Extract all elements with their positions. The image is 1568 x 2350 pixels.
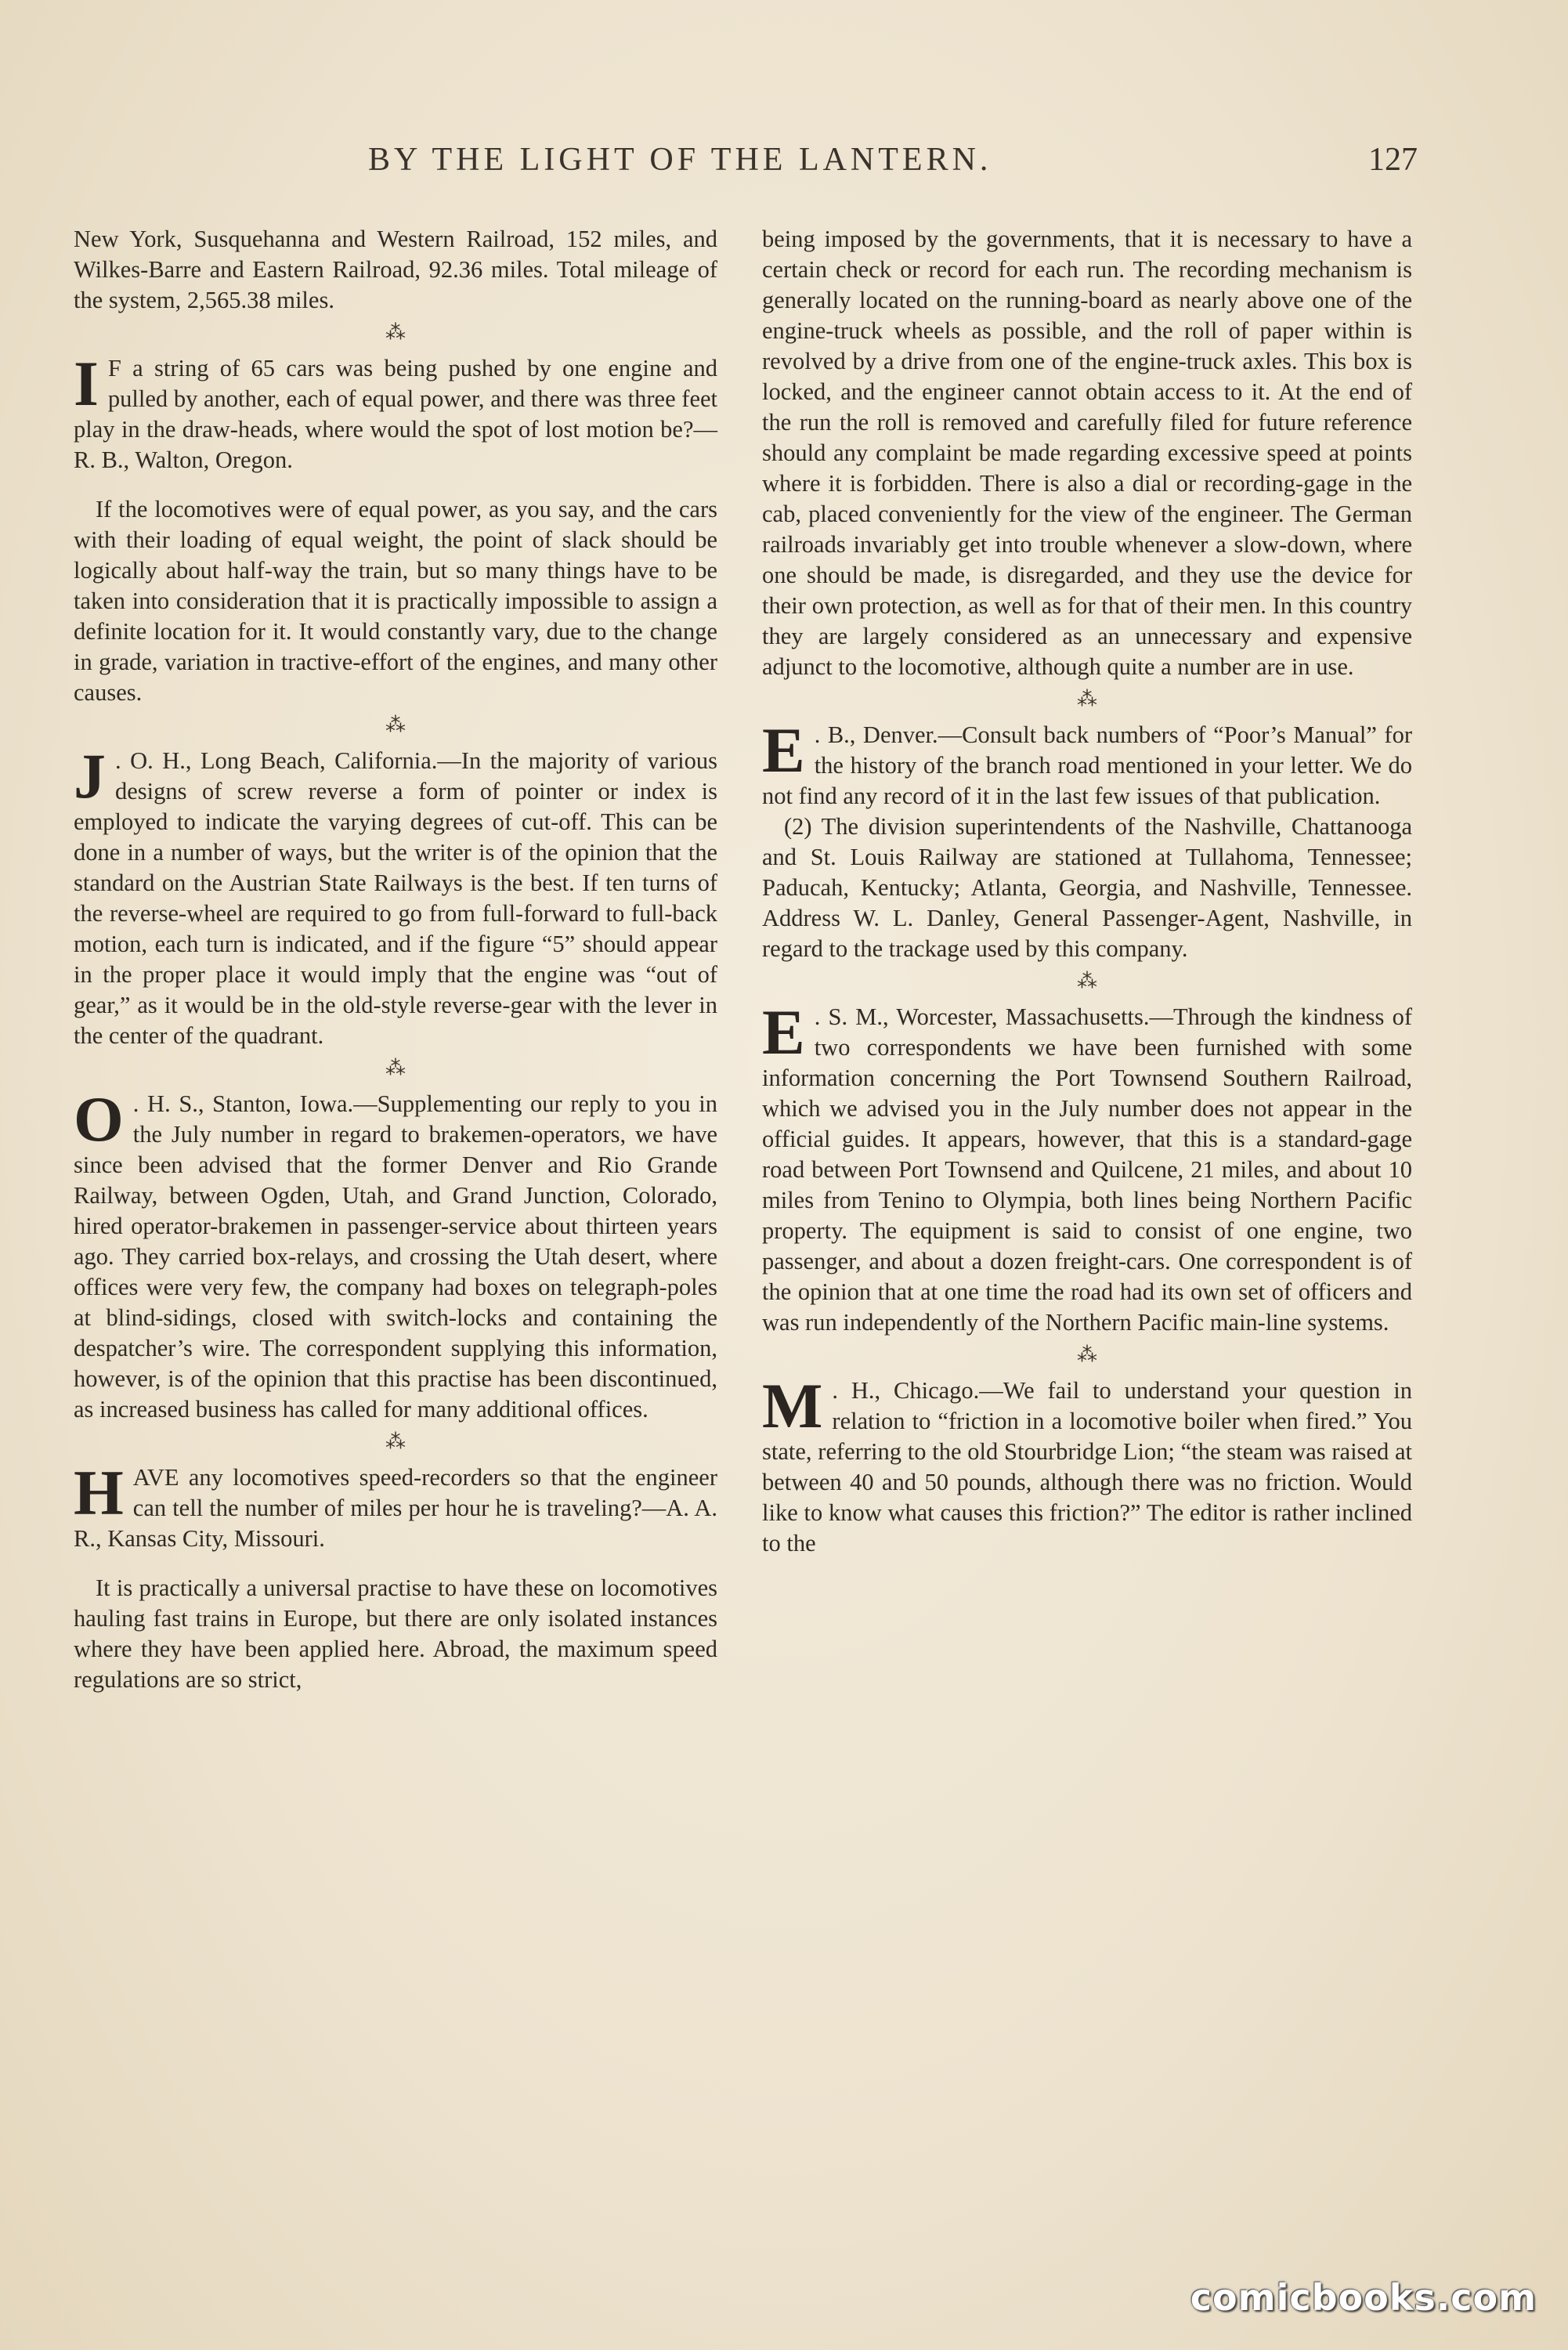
- section-ornament: ⁂: [1077, 688, 1097, 710]
- running-title: BY THE LIGHT OF THE LANTERN.: [368, 142, 992, 178]
- right-column: [762, 224, 1412, 1559]
- question-entry: [74, 1083, 717, 1425]
- question-entry: [74, 348, 717, 475]
- question-entry: [762, 1370, 1412, 1559]
- question-text: . O. H., Long Beach, California.—In the majority of various designs of screw reverse a form of pointer or index is employed to indicate the varying degrees of cut-off. This can be done in a number of ways, but the writer is of the opinion that the standard on the Austrian State Railways is the best. If ten turns of the reverse-wheel are required to go from full-forward to full-back motion, each turn is indicated, and if the figure “5” should appear in the proper place it would imply that the engine was “out of gear,” as it would be in the old-style reverse-gear with the lever in the center of the quadrant.: [74, 747, 717, 1049]
- drop-cap: E: [762, 996, 805, 1068]
- drop-cap: M: [762, 1370, 823, 1441]
- question-text: . H., Chicago.—We fail to understand your question in relation to “friction in a locomotive boiler when fired.” You state, referring to the old Stourbridge Lion; “the steam was raised at between 40 and 50 pounds, although there was no friction. Would like to know what causes this friction?” The editor is rather inclined to the: [762, 1377, 1412, 1556]
- section-ornament: ⁂: [385, 321, 406, 344]
- section-ornament: ⁂: [385, 1430, 406, 1453]
- question-text: AVE any locomotives speed-recorders so that the engineer can tell the number of miles per hour he is traveling?—A. A. R., Kansas City, Missouri.: [74, 1464, 717, 1552]
- answer-paragraph: If the locomotives were of equal power, as you say, and the cars with their loading of equal weight, the point of slack should be logically about half-way the train, but so many things have to be taken into consideration that it is practically impossible to assign a definite location for it. It would constantly vary, due to the change in grade, variation in tractive-effort of the engines, and many other causes.: [74, 496, 717, 706]
- running-header: [368, 141, 1418, 196]
- section-ornament: ⁂: [1077, 1343, 1097, 1366]
- question-entry: [762, 996, 1412, 1338]
- question-entry: [74, 1457, 717, 1554]
- section-ornament: ⁂: [1077, 970, 1097, 992]
- question-text: F a string of 65 cars was being pushed by one engine and pulled by another, each of equal power, and there was three feet play in the draw-heads, where would the spot of lost motion be?—R. B., Walton, Oregon.: [74, 355, 717, 473]
- question-text: . S. M., Worcester, Massachusetts.—Through the kindness of two correspondents we have been furnished with some information concerning the Port Townsend Southern Railroad, which we advised you in the July number does not appear in the official guides. It appears, however, that this is a standard-gage road between Port Townsend and Quilcene, 21 miles, and about 10 miles from Tenino to Olympia, both lines being Northern Pacific property. The equipment is said to consist of one engine, two passenger, and about a dozen freight-cars. One correspondent is of the opinion that at one time the road had its own set of officers and was run independently of the Northern Pacific main-line systems.: [762, 1003, 1412, 1336]
- drop-cap: E: [762, 714, 805, 786]
- question-entry: [762, 714, 1412, 812]
- question-text: . B., Denver.—Consult back numbers of “Poor’s Manual” for the history of the branch road mentioned in your letter. We do not find any record of it in the last few issues of that publication.: [762, 721, 1412, 809]
- question-text: . H. S., Stanton, Iowa.—Supplementing our reply to you in the July number in regard to brakemen-operators, we have since been advised that the former Denver and Rio Grande Railway, between Ogden, Utah, and Grand Junction, Colorado, hired operator-brakemen in passenger-service about thirteen years ago. They carried box-relays, and crossing the Utah desert, where offices were very few, the company had boxes on telegraph-poles at blind-sidings, closed with switch-locks and containing the despatcher’s wire. The correspondent supplying this information, however, is of the opinion that this practise has been discontinued, as increased business has called for many additional offices.: [74, 1090, 717, 1423]
- question-entry: [74, 740, 717, 1051]
- continued-paragraph: being imposed by the governments, that it is necessary to have a certain check or record for each run. The recording mechanism is generally located on the running-board as nearly above one of the engine-truck wheels as possible, and the roll of paper within is revolved by a drive from one of the engine-truck axles. This box is locked, and the engineer cannot obtain access to it. At the end of the run the roll is removed and carefully filed for future reference should any complaint be made regarding excessive speed at points where it is forbidden. There is also a dial or recording-gage in the cab, placed conveniently for the view of the engineer. The German railroads invariably get into trouble whenever a slow-down, where one should be made, is disregarded, and they use the device for their own protection, as well as for that of their men. In this country they are largely considered as an unnecessary and expensive adjunct to the locomotive, although quite a number are in use.: [762, 226, 1412, 680]
- answer-paragraph: (2) The division superintendents of the Nashville, Chattanooga and St. Louis Railway are stationed at Tullahoma, Tennessee; Paducah, Kentucky; Atlanta, Georgia, and Nashville, Tennessee. Address W. L. Danley, General Passenger-Agent, Nashville, in regard to the trackage used by this company.: [762, 813, 1412, 962]
- left-column: [74, 224, 717, 1695]
- intro-paragraph: New York, Susquehanna and Western Railroad, 152 miles, and Wilkes-Barre and Eastern Railroad, 92.36 miles. Total mileage of the system, 2,565.38 miles.: [74, 226, 717, 313]
- answer-paragraph: It is practically a universal practise to have these on locomotives hauling fast trains in Europe, but there are only isolated instances where they have been applied here. Abroad, the maximum speed regulations are so strict,: [74, 1574, 717, 1693]
- drop-cap: H: [74, 1457, 124, 1528]
- section-ornament: ⁂: [385, 714, 406, 736]
- site-watermark: comicbooks.com: [1190, 2276, 1537, 2319]
- drop-cap: O: [74, 1083, 124, 1155]
- page-number: 127: [1368, 142, 1418, 178]
- drop-cap: J: [74, 740, 106, 812]
- section-ornament: ⁂: [385, 1057, 406, 1079]
- drop-cap: I: [74, 348, 99, 419]
